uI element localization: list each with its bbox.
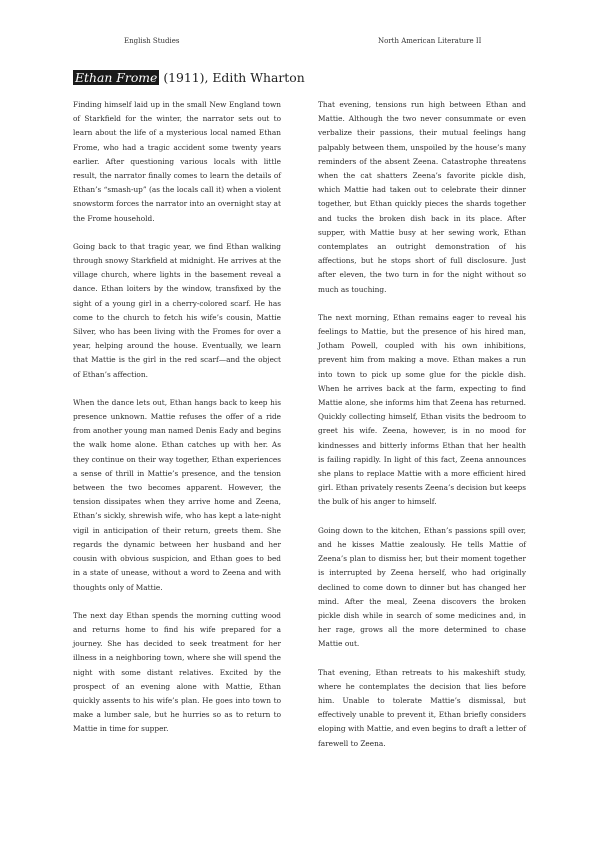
paragraph-left-2: Going back to that tragic year, we find Ethan walking through snowy Starkfield at midnight. He arrives at the village church, where lights in the basement reveal a dance. Ethan loiters by the window, transfixed by the sight of a young girl in a cherry-colored scarf. He has come to the church to fetch his wife’s cousin, Mattie Silver, who has been living with the Fromes for over a year, helping around the house. Eventually, we learn that Mattie is the girl in the red scarf—and the object of Ethan’s affection.	[73, 241, 281, 379]
paragraph-right-1: That evening, tensions run high between Ethan and Mattie. Although the two never consummate or even verbalize their passions, their mutual feelings hang palpably between them, unspoiled by the house’s many reminders of the absent Zeena. Catastrophe threatens when the cat shatters Zeena’s favorite pickle dish, which Mattie had taken out to celebrate their dinner together, but Ethan quickly pieces the shards together and tucks the broken dish back in its place. After supper, with Mattie busy at her sewing work, Ethan contemplates an outright demonstration of his affections, but he stops short of full disclosure. Just after eleven, the two turn in for the night without so much as touching.	[318, 100, 526, 294]
title-year-author: (1911), Edith Wharton	[159, 70, 305, 85]
paragraph-left-1: Finding himself laid up in the small New England town of Starkfield for the winter, the narrator sets out to learn about the life of a mysterious local named Ethan Frome, who had a tragic accident some twenty years earlier. After questioning various locals with little result, the narrator finally comes to learn the details of Ethan’s “smash-up” (as the locals call it) when a violent snowstorm forces the narrator into an overnight stay at the Frome household.	[73, 100, 281, 223]
header-course-left: English Studies	[124, 37, 180, 45]
paragraph-right-3: Going down to the kitchen, Ethan’s passions spill over, and he kisses Mattie zealously. He tells Mattie of Zeena’s plan to dismiss her, but their moment together is interrupted by Zeena herself, who had originally declined to come down to dinner but has changed her mind. After the meal, Zeena discovers the broken pickle dish while in search of some medicines and, in her rage, grows all the more determined to chase Mattie out.	[318, 525, 526, 649]
paragraph-right-4: That evening, Ethan retreats to his makeshift study, where he contemplates the decision that lies before him. Unable to tolerate Mattie’s dismissal, but effectively unable to prevent it, Ethan briefly considers eloping with Mattie, and even begins to draft a letter of farewell to Zeena.	[318, 667, 526, 748]
left-column	[73, 98, 281, 751]
title-work-highlighted[interactable]: Ethan Frome	[75, 70, 158, 85]
paragraph-right-2: The next morning, Ethan remains eager to reveal his feelings to Mattie, but the presence of his hired man, Jotham Powell, coupled with his own inhibitions, prevent him from making a move. Ethan makes a run into town to pick up some glue for the pickle dish. When he arrives back at the farm, expecting to find Mattie alone, she informs him that Zeena has returned. Quickly collecting himself, Ethan visits the bedroom to greet his wife. Zeena, however, is in no mood for kindnesses and bitterly informs Ethan that her health is failing rapidly. In light of this fact, Zeena announces she plans to replace Mattie with a more efficient hired girl. Ethan privately resents Zeena’s decision but keeps the bulk of his anger to himself.	[318, 312, 526, 507]
header-course-right: North American Literature II	[378, 37, 482, 45]
paragraph-left-3: When the dance lets out, Ethan hangs back to keep his presence unknown. Mattie refuses the offer of a ride from another young man named Denis Eady and begins the walk home alone. Ethan catches up with her. As they continue on their way together, Ethan experiences a sense of thrill in Mattie’s presence, and the tension between the two becomes apparent. However, the tension dissipates when they arrive home and Zeena, Ethan’s sickly, shrewish wife, who has kept a late-night vigil in anticipation of their return, greets them. She regards the dynamic between her husband and her cousin with obvious suspicion, and Ethan goes to bed in a state of unease, without a word to Zeena and with thoughts only of Mattie.	[73, 397, 281, 592]
page-title	[73, 70, 305, 85]
paragraph-left-4: The next day Ethan spends the morning cutting wood and returns home to find his wife prepared for a journey. She has decided to seek treatment for her illness in a neighboring town, where she will spend the night with some distant relatives. Excited by the prospect of an evening alone with Mattie, Ethan quickly assents to his wife’s plan. He goes into town to make a lumber sale, but he hurries so as to return to Mattie in time for supper.	[73, 610, 281, 734]
right-column	[318, 98, 526, 765]
